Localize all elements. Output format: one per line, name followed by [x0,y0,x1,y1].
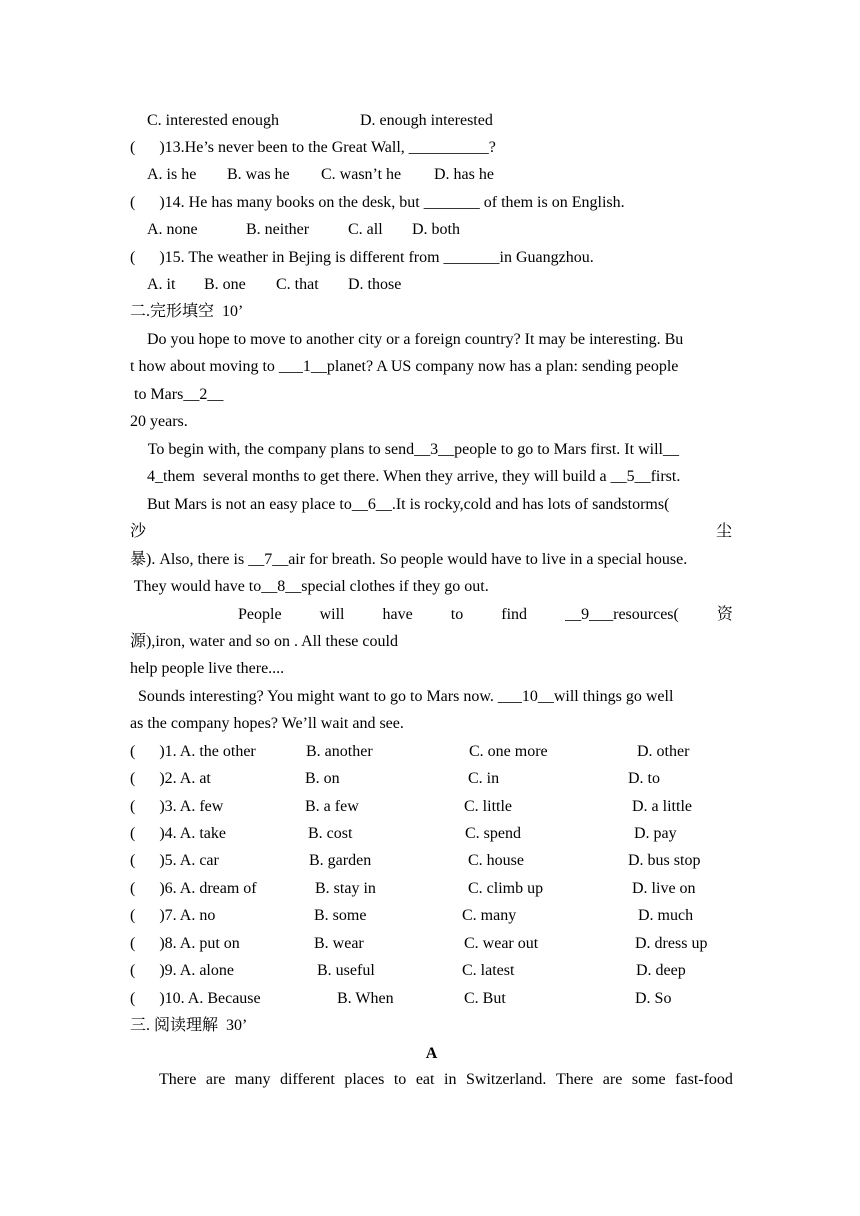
passage-line: Sounds interesting? You might want to go to Mars now. ___10__will things go well [138,688,674,705]
passage-line-justified [159,1070,733,1090]
cloze-option-d: D. live on [632,880,696,897]
cloze-option-b: B. wear [314,935,364,952]
option-a: A. none [147,221,198,238]
option-a: A. is he [147,166,197,183]
option-c: C. that [276,276,319,293]
option-b: B. neither [246,221,310,238]
cloze-option-b: B. a few [305,798,359,815]
cloze-option-d: D. pay [634,825,677,842]
word: __9___resources( [565,606,679,623]
cloze-option-b: B. garden [309,852,372,869]
word: places [344,1071,385,1088]
q12-option-c: C. interested enough [147,112,279,129]
option-d: D. has he [434,166,494,183]
cloze-option-a: ( )3. A. few [130,798,224,815]
word: 资 [716,606,733,623]
passage-char: 沙 [130,523,147,540]
passage-line: t how about moving to ___1__planet? A US company now has a plan: sending people [130,358,679,375]
word: People [238,606,282,623]
cloze-option-a: ( )4. A. take [130,825,226,842]
cloze-option-b: B. stay in [315,880,376,897]
word: are [602,1071,623,1088]
cloze-option-d: D. bus stop [628,852,701,869]
cloze-option-b: B. on [305,770,340,787]
cloze-option-a: ( )1. A. the other [130,743,256,760]
cloze-option-b: B. useful [317,962,375,979]
cloze-option-c: C. climb up [468,880,544,897]
question-stem: ( )13.He’s never been to the Great Wall, __________? [130,139,496,156]
cloze-option-a: ( )7. A. no [130,907,216,924]
cloze-option-b: B. When [337,990,394,1007]
cloze-option-d: D. So [635,990,672,1007]
cloze-option-c: C. But [464,990,506,1007]
passage-line: 20 years. [130,413,188,430]
word: in [444,1071,457,1088]
passage-label: A [425,1045,438,1062]
cloze-option-c: C. in [468,770,500,787]
cloze-option-c: C. many [462,907,517,924]
passage-line: help people live there.... [130,660,285,677]
word: There [555,1071,594,1088]
word: eat [415,1071,435,1088]
section-heading-reading: 三. 阅读理解 30’ [130,1017,248,1034]
cloze-option-c: C. little [464,798,512,815]
cloze-option-d: D. deep [636,962,686,979]
word: There [159,1071,197,1088]
option-b: B. one [204,276,246,293]
word: will [319,606,345,623]
option-c: C. wasn’t he [321,166,402,183]
passage-line: But Mars is not an easy place to__6__.It is rocky,cold and has lots of sandstorms( [147,496,670,513]
passage-line: To begin with, the company plans to send__3__people to go to Mars first. It will__ [144,441,679,458]
cloze-option-c: C. one more [469,743,548,760]
q12-option-d: D. enough interested [360,112,493,129]
passage-char: 尘 [716,523,733,540]
cloze-option-d: D. dress up [635,935,708,952]
cloze-option-a: ( )2. A. at [130,770,211,787]
cloze-option-a: ( )8. A. put on [130,935,240,952]
option-d: D. both [412,221,460,238]
word: many [234,1071,271,1088]
word: fast-food [675,1071,733,1088]
cloze-option-a: ( )6. A. dream of [130,880,257,897]
passage-line: as the company hopes? We’ll wait and see. [130,715,404,732]
section-heading-cloze: 二.完形填空 10’ [130,303,244,320]
cloze-option-a: ( )10. A. Because [130,990,261,1007]
passage-line: 源),iron, water and so on . All these could [130,633,398,650]
word: find [501,606,528,623]
cloze-option-c: C. house [468,852,524,869]
word: to [393,1071,407,1088]
option-c: C. all [348,221,383,238]
passage-line-justified [238,605,733,625]
cloze-option-a: ( )9. A. alone [130,962,234,979]
cloze-option-d: D. other [637,743,690,760]
cloze-option-d: D. a little [632,798,692,815]
word: to [450,606,464,623]
cloze-option-d: D. to [628,770,660,787]
cloze-option-c: C. wear out [464,935,539,952]
passage-line: Do you hope to move to another city or a foreign country? It may be interesting. Bu [147,331,684,348]
word: are [205,1071,226,1088]
question-stem: ( )14. He has many books on the desk, but _______ of them is on English. [130,194,625,211]
word: different [279,1071,335,1088]
cloze-option-c: C. spend [465,825,521,842]
option-d: D. those [348,276,402,293]
question-stem: ( )15. The weather in Bejing is different from _______in Guangzhou. [130,249,594,266]
option-a: A. it [147,276,176,293]
passage-line: They would have to__8__special clothes if they go out. [130,578,489,595]
passage-line: 4_them several months to get there. When they arrive, they will build a __5__first. [147,468,681,485]
word: have [382,606,413,623]
cloze-option-c: C. latest [462,962,515,979]
cloze-option-b: B. cost [308,825,353,842]
cloze-option-d: D. much [638,907,694,924]
word: Switzerland. [465,1071,547,1088]
word: some [631,1071,666,1088]
passage-line: to Mars__2__ [130,386,224,403]
cloze-option-b: B. some [314,907,367,924]
option-b: B. was he [227,166,290,183]
cloze-option-a: ( )5. A. car [130,852,219,869]
cloze-option-b: B. another [306,743,373,760]
passage-line: 暴). Also, there is __7__air for breath. So people would have to live in a special house. [130,551,688,568]
